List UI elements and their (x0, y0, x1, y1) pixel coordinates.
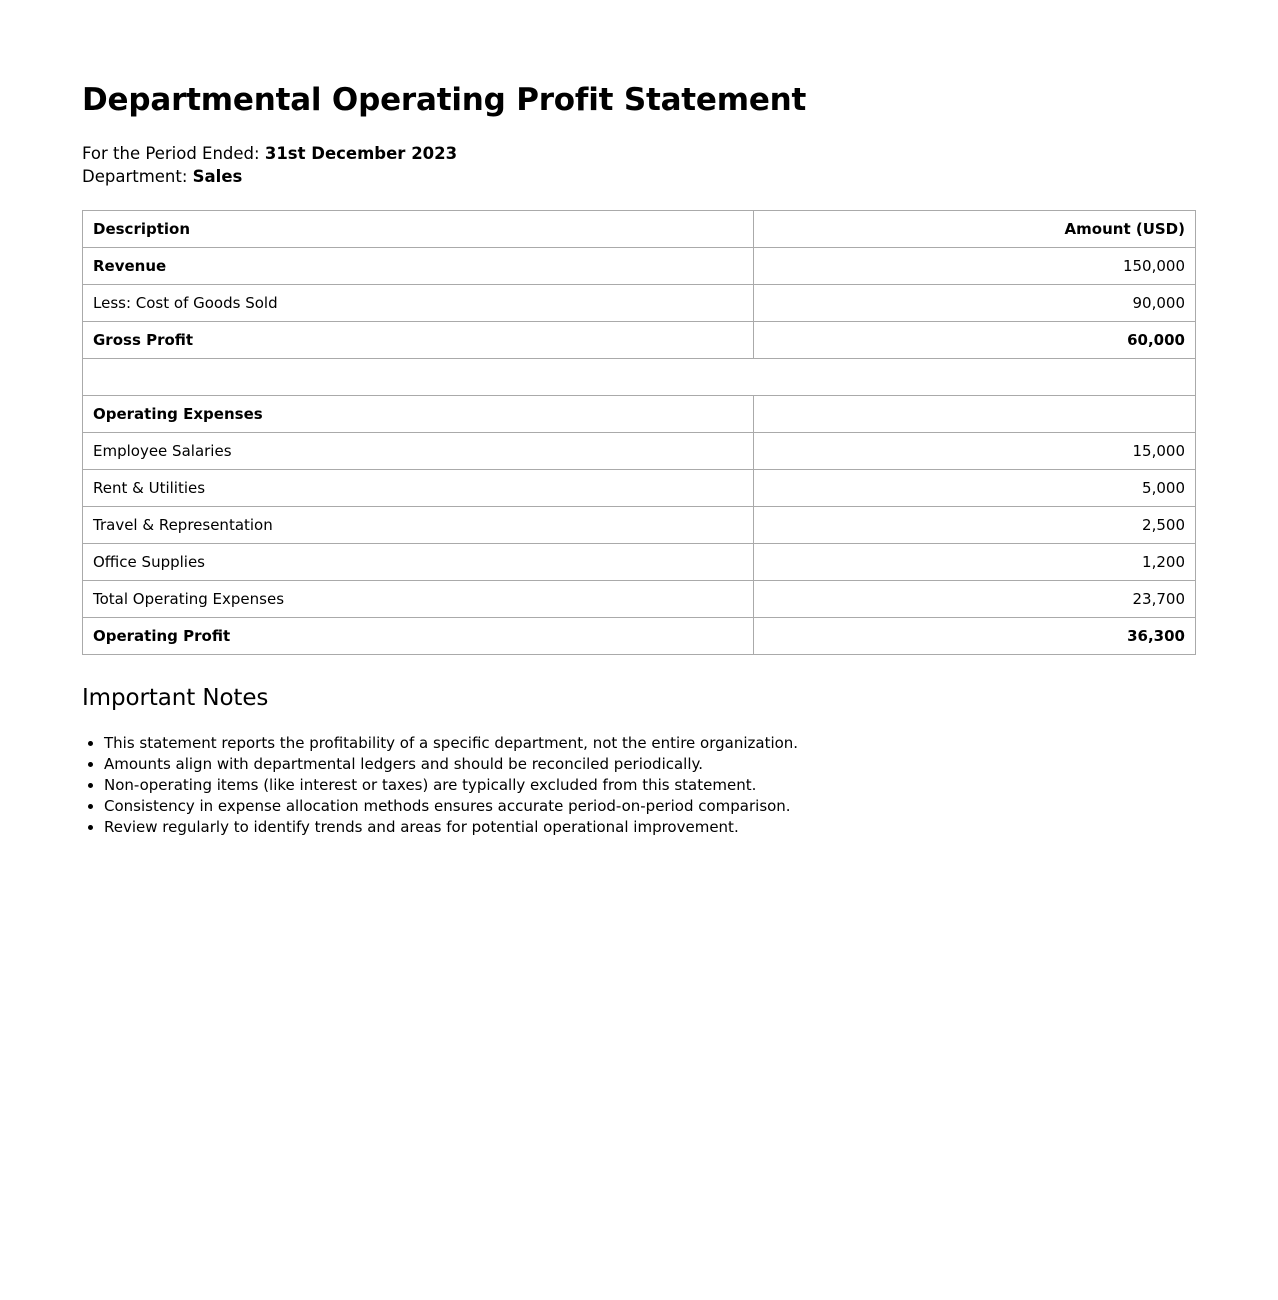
row-description: Office Supplies (83, 544, 754, 581)
table-row-employee-salaries (83, 433, 1196, 470)
table-row-revenue (83, 248, 1196, 285)
list-item: • Non-operating items (like interest or taxes) are typically excluded from this statement. (104, 775, 1196, 796)
description-header: Description (83, 211, 754, 248)
table-row-rent-utilities (83, 470, 1196, 507)
table-row-operating-expenses-heading (83, 396, 1196, 433)
profit-table (82, 210, 1196, 655)
notes-list (82, 733, 1196, 838)
row-amount: 150,000 (754, 248, 1196, 285)
row-amount: 23,700 (754, 581, 1196, 618)
row-amount: 2,500 (754, 507, 1196, 544)
row-amount: 60,000 (754, 322, 1196, 359)
department-label: Department: (82, 167, 188, 186)
notes-heading: Important Notes (82, 685, 269, 711)
row-description: Revenue (83, 248, 754, 285)
period-line (82, 142, 1196, 165)
department-line (82, 165, 1196, 188)
table-row-spacer (83, 359, 1196, 396)
statement-meta (82, 142, 1196, 188)
list-item: • Review regularly to identify trends and areas for potential operational improvement. (104, 817, 1196, 838)
table-row-operating-profit (83, 618, 1196, 655)
row-description: Employee Salaries (83, 433, 754, 470)
row-description: Rent & Utilities (83, 470, 754, 507)
row-amount: 5,000 (754, 470, 1196, 507)
table-row-total-operating-expenses (83, 581, 1196, 618)
row-amount: 15,000 (754, 433, 1196, 470)
row-amount: 36,300 (754, 618, 1196, 655)
period-value: 31st December 2023 (264, 144, 458, 163)
table-row-gross-profit (83, 322, 1196, 359)
list-item: • Consistency in expense allocation methods ensures accurate period-on-period comparison. (104, 796, 1196, 817)
row-description: Operating Profit (83, 618, 754, 655)
list-item: • This statement reports the profitability of a specific department, not the entire organization. (104, 733, 1196, 754)
row-description: Gross Profit (83, 322, 754, 359)
row-amount (754, 396, 1196, 433)
department-value: Sales (192, 167, 243, 186)
row-description: Travel & Representation (83, 507, 754, 544)
page-title: Departmental Operating Profit Statement (82, 82, 807, 118)
row-description: Total Operating Expenses (83, 581, 754, 618)
spacer-cell (83, 359, 1196, 396)
row-description: Operating Expenses (83, 396, 754, 433)
table-row-cogs (83, 285, 1196, 322)
amount-header: Amount (USD) (754, 211, 1196, 248)
table-row-office-supplies (83, 544, 1196, 581)
row-description: Less: Cost of Goods Sold (83, 285, 754, 322)
table-row-travel (83, 507, 1196, 544)
list-item: • Amounts align with departmental ledgers and should be reconciled periodically. (104, 754, 1196, 775)
table-header-row (83, 211, 1196, 248)
row-amount: 1,200 (754, 544, 1196, 581)
row-amount: 90,000 (754, 285, 1196, 322)
period-label: For the Period Ended: (82, 144, 260, 163)
